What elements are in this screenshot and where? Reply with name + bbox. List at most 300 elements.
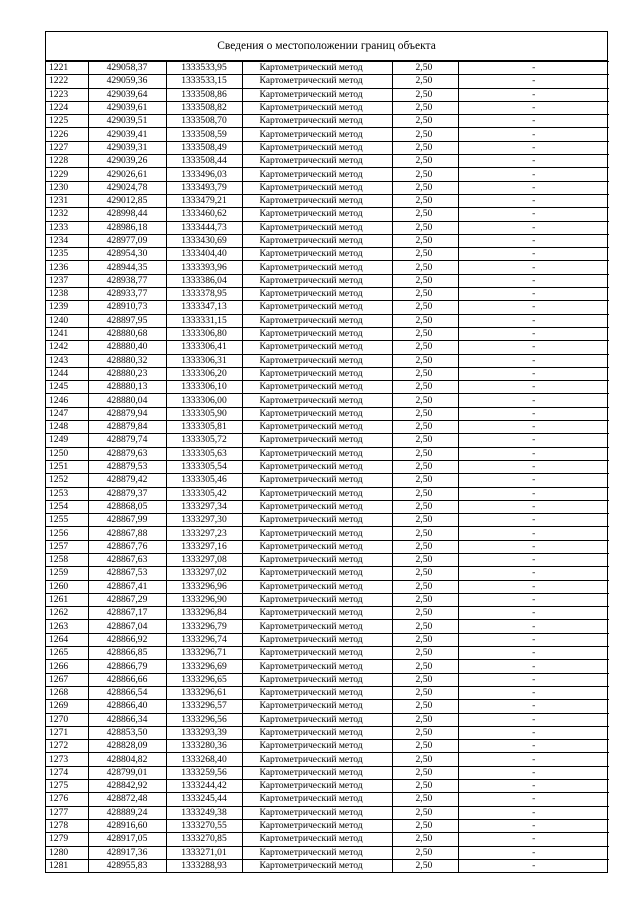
accuracy-cell: 2,50 xyxy=(392,620,458,633)
description-cell: - xyxy=(458,819,609,832)
description-cell: - xyxy=(458,780,609,793)
point-number-cell: 1244 xyxy=(46,367,88,380)
accuracy-cell: 2,50 xyxy=(392,740,458,753)
method-cell: Картометрический метод xyxy=(242,381,392,394)
accuracy-cell: 2,50 xyxy=(392,500,458,513)
accuracy-cell: 2,50 xyxy=(392,753,458,766)
y-coordinate-cell: 1333306,10 xyxy=(166,381,242,394)
accuracy-cell: 2,50 xyxy=(392,553,458,566)
y-coordinate-cell: 1333305,42 xyxy=(166,487,242,500)
x-coordinate-cell: 429024,78 xyxy=(88,181,166,194)
description-cell: - xyxy=(458,500,609,513)
table-row xyxy=(46,367,609,380)
point-number-cell: 1266 xyxy=(46,660,88,673)
point-number-cell: 1231 xyxy=(46,194,88,207)
x-coordinate-cell: 428867,04 xyxy=(88,620,166,633)
method-cell: Картометрический метод xyxy=(242,527,392,540)
x-coordinate-cell: 428879,42 xyxy=(88,474,166,487)
table-row xyxy=(46,447,609,460)
method-cell: Картометрический метод xyxy=(242,740,392,753)
y-coordinate-cell: 1333280,36 xyxy=(166,740,242,753)
method-cell: Картометрический метод xyxy=(242,194,392,207)
accuracy-cell: 2,50 xyxy=(392,833,458,846)
description-cell: - xyxy=(458,394,609,407)
method-cell: Картометрический метод xyxy=(242,168,392,181)
accuracy-cell: 2,50 xyxy=(392,288,458,301)
table-row xyxy=(46,421,609,434)
y-coordinate-cell: 1333306,31 xyxy=(166,354,242,367)
y-coordinate-cell: 1333305,72 xyxy=(166,434,242,447)
description-cell: - xyxy=(458,221,609,234)
y-coordinate-cell: 1333306,41 xyxy=(166,341,242,354)
method-cell: Картометрический метод xyxy=(242,540,392,553)
y-coordinate-cell: 1333508,59 xyxy=(166,128,242,141)
table-row xyxy=(46,833,609,846)
x-coordinate-cell: 428889,24 xyxy=(88,806,166,819)
x-coordinate-cell: 428954,30 xyxy=(88,248,166,261)
x-coordinate-cell: 428879,63 xyxy=(88,447,166,460)
method-cell: Картометрический метод xyxy=(242,115,392,128)
y-coordinate-cell: 1333430,69 xyxy=(166,234,242,247)
point-number-cell: 1234 xyxy=(46,234,88,247)
accuracy-cell: 2,50 xyxy=(392,248,458,261)
point-number-cell: 1224 xyxy=(46,101,88,114)
y-coordinate-cell: 1333297,16 xyxy=(166,540,242,553)
method-cell: Картометрический метод xyxy=(242,514,392,527)
method-cell: Картометрический метод xyxy=(242,567,392,580)
x-coordinate-cell: 428828,09 xyxy=(88,740,166,753)
table-row xyxy=(46,168,609,181)
method-cell: Картометрический метод xyxy=(242,753,392,766)
table-row xyxy=(46,806,609,819)
method-cell: Картометрический метод xyxy=(242,620,392,633)
accuracy-cell: 2,50 xyxy=(392,421,458,434)
description-cell: - xyxy=(458,301,609,314)
method-cell: Картометрический метод xyxy=(242,647,392,660)
description-cell: - xyxy=(458,686,609,699)
description-cell: - xyxy=(458,833,609,846)
point-number-cell: 1275 xyxy=(46,780,88,793)
point-number-cell: 1262 xyxy=(46,607,88,620)
x-coordinate-cell: 429059,36 xyxy=(88,75,166,88)
point-number-cell: 1253 xyxy=(46,487,88,500)
method-cell: Картометрический метод xyxy=(242,859,392,872)
x-coordinate-cell: 428880,13 xyxy=(88,381,166,394)
accuracy-cell: 2,50 xyxy=(392,88,458,101)
table-row xyxy=(46,527,609,540)
description-cell: - xyxy=(458,314,609,327)
description-cell: - xyxy=(458,274,609,287)
method-cell: Картометрический метод xyxy=(242,434,392,447)
x-coordinate-cell: 429058,37 xyxy=(88,62,166,75)
table-row xyxy=(46,700,609,713)
description-cell: - xyxy=(458,647,609,660)
description-cell: - xyxy=(458,740,609,753)
accuracy-cell: 2,50 xyxy=(392,194,458,207)
accuracy-cell: 2,50 xyxy=(392,234,458,247)
point-number-cell: 1227 xyxy=(46,141,88,154)
description-cell: - xyxy=(458,700,609,713)
x-coordinate-cell: 429012,85 xyxy=(88,194,166,207)
y-coordinate-cell: 1333296,69 xyxy=(166,660,242,673)
point-number-cell: 1278 xyxy=(46,819,88,832)
table-row xyxy=(46,208,609,221)
description-cell: - xyxy=(458,248,609,261)
point-number-cell: 1239 xyxy=(46,301,88,314)
accuracy-cell: 2,50 xyxy=(392,128,458,141)
x-coordinate-cell: 429039,26 xyxy=(88,155,166,168)
x-coordinate-cell: 428867,88 xyxy=(88,527,166,540)
accuracy-cell: 2,50 xyxy=(392,181,458,194)
y-coordinate-cell: 1333244,42 xyxy=(166,780,242,793)
x-coordinate-cell: 428880,04 xyxy=(88,394,166,407)
description-cell: - xyxy=(458,88,609,101)
method-cell: Картометрический метод xyxy=(242,62,392,75)
y-coordinate-cell: 1333347,13 xyxy=(166,301,242,314)
x-coordinate-cell: 428977,09 xyxy=(88,234,166,247)
method-cell: Картометрический метод xyxy=(242,726,392,739)
point-number-cell: 1230 xyxy=(46,181,88,194)
accuracy-cell: 2,50 xyxy=(392,567,458,580)
y-coordinate-cell: 1333306,80 xyxy=(166,327,242,340)
description-cell: - xyxy=(458,354,609,367)
x-coordinate-cell: 428879,94 xyxy=(88,407,166,420)
method-cell: Картометрический метод xyxy=(242,553,392,566)
method-cell: Картометрический метод xyxy=(242,460,392,473)
description-cell: - xyxy=(458,859,609,872)
table-row xyxy=(46,261,609,274)
point-number-cell: 1241 xyxy=(46,327,88,340)
description-cell: - xyxy=(458,713,609,726)
description-cell: - xyxy=(458,846,609,859)
description-cell: - xyxy=(458,341,609,354)
point-number-cell: 1264 xyxy=(46,633,88,646)
method-cell: Картометрический метод xyxy=(242,780,392,793)
method-cell: Картометрический метод xyxy=(242,447,392,460)
table-row xyxy=(46,381,609,394)
table-row xyxy=(46,620,609,633)
method-cell: Картометрический метод xyxy=(242,341,392,354)
method-cell: Картометрический метод xyxy=(242,806,392,819)
accuracy-cell: 2,50 xyxy=(392,527,458,540)
accuracy-cell: 2,50 xyxy=(392,514,458,527)
table-row xyxy=(46,62,609,75)
table-row xyxy=(46,726,609,739)
point-number-cell: 1235 xyxy=(46,248,88,261)
x-coordinate-cell: 428933,77 xyxy=(88,288,166,301)
x-coordinate-cell: 429039,31 xyxy=(88,141,166,154)
accuracy-cell: 2,50 xyxy=(392,726,458,739)
method-cell: Картометрический метод xyxy=(242,128,392,141)
accuracy-cell: 2,50 xyxy=(392,354,458,367)
table-row xyxy=(46,327,609,340)
y-coordinate-cell: 1333533,15 xyxy=(166,75,242,88)
method-cell: Картометрический метод xyxy=(242,474,392,487)
x-coordinate-cell: 428998,44 xyxy=(88,208,166,221)
accuracy-cell: 2,50 xyxy=(392,819,458,832)
y-coordinate-cell: 1333259,56 xyxy=(166,766,242,779)
x-coordinate-cell: 429039,64 xyxy=(88,88,166,101)
x-coordinate-cell: 428986,18 xyxy=(88,221,166,234)
table-row xyxy=(46,553,609,566)
x-coordinate-cell: 428866,66 xyxy=(88,673,166,686)
point-number-cell: 1236 xyxy=(46,261,88,274)
method-cell: Картометрический метод xyxy=(242,580,392,593)
description-cell: - xyxy=(458,487,609,500)
y-coordinate-cell: 1333296,90 xyxy=(166,593,242,606)
point-number-cell: 1251 xyxy=(46,460,88,473)
y-coordinate-cell: 1333493,79 xyxy=(166,181,242,194)
method-cell: Картометрический метод xyxy=(242,846,392,859)
table-row xyxy=(46,88,609,101)
point-number-cell: 1238 xyxy=(46,288,88,301)
method-cell: Картометрический метод xyxy=(242,75,392,88)
point-number-cell: 1248 xyxy=(46,421,88,434)
accuracy-cell: 2,50 xyxy=(392,806,458,819)
point-number-cell: 1258 xyxy=(46,553,88,566)
y-coordinate-cell: 1333444,73 xyxy=(166,221,242,234)
accuracy-cell: 2,50 xyxy=(392,686,458,699)
table-row xyxy=(46,740,609,753)
point-number-cell: 1280 xyxy=(46,846,88,859)
method-cell: Картометрический метод xyxy=(242,407,392,420)
method-cell: Картометрический метод xyxy=(242,421,392,434)
boundary-data-sheet xyxy=(45,31,608,873)
table-row xyxy=(46,194,609,207)
accuracy-cell: 2,50 xyxy=(392,793,458,806)
x-coordinate-cell: 428866,92 xyxy=(88,633,166,646)
accuracy-cell: 2,50 xyxy=(392,208,458,221)
method-cell: Картометрический метод xyxy=(242,686,392,699)
description-cell: - xyxy=(458,367,609,380)
x-coordinate-cell: 429026,61 xyxy=(88,168,166,181)
method-cell: Картометрический метод xyxy=(242,487,392,500)
y-coordinate-cell: 1333296,56 xyxy=(166,713,242,726)
method-cell: Картометрический метод xyxy=(242,314,392,327)
point-number-cell: 1263 xyxy=(46,620,88,633)
x-coordinate-cell: 428917,36 xyxy=(88,846,166,859)
table-row xyxy=(46,500,609,513)
point-number-cell: 1273 xyxy=(46,753,88,766)
method-cell: Картометрический метод xyxy=(242,607,392,620)
description-cell: - xyxy=(458,381,609,394)
accuracy-cell: 2,50 xyxy=(392,647,458,660)
x-coordinate-cell: 428867,17 xyxy=(88,607,166,620)
x-coordinate-cell: 429039,41 xyxy=(88,128,166,141)
method-cell: Картометрический метод xyxy=(242,354,392,367)
description-cell: - xyxy=(458,128,609,141)
x-coordinate-cell: 428872,48 xyxy=(88,793,166,806)
description-cell: - xyxy=(458,793,609,806)
y-coordinate-cell: 1333270,85 xyxy=(166,833,242,846)
accuracy-cell: 2,50 xyxy=(392,115,458,128)
table-row xyxy=(46,221,609,234)
table-row xyxy=(46,394,609,407)
x-coordinate-cell: 428853,50 xyxy=(88,726,166,739)
table-row xyxy=(46,593,609,606)
table-row xyxy=(46,686,609,699)
point-number-cell: 1272 xyxy=(46,740,88,753)
table-row xyxy=(46,128,609,141)
y-coordinate-cell: 1333293,39 xyxy=(166,726,242,739)
point-number-cell: 1279 xyxy=(46,833,88,846)
y-coordinate-cell: 1333296,74 xyxy=(166,633,242,646)
method-cell: Картометрический метод xyxy=(242,394,392,407)
accuracy-cell: 2,50 xyxy=(392,434,458,447)
description-cell: - xyxy=(458,660,609,673)
accuracy-cell: 2,50 xyxy=(392,274,458,287)
point-number-cell: 1243 xyxy=(46,354,88,367)
accuracy-cell: 2,50 xyxy=(392,633,458,646)
x-coordinate-cell: 428879,74 xyxy=(88,434,166,447)
accuracy-cell: 2,50 xyxy=(392,780,458,793)
accuracy-cell: 2,50 xyxy=(392,460,458,473)
table-row xyxy=(46,460,609,473)
accuracy-cell: 2,50 xyxy=(392,846,458,859)
table-row xyxy=(46,248,609,261)
x-coordinate-cell: 429039,51 xyxy=(88,115,166,128)
table-row xyxy=(46,567,609,580)
point-number-cell: 1221 xyxy=(46,62,88,75)
point-number-cell: 1254 xyxy=(46,500,88,513)
table-row xyxy=(46,474,609,487)
table-row xyxy=(46,673,609,686)
x-coordinate-cell: 428866,85 xyxy=(88,647,166,660)
accuracy-cell: 2,50 xyxy=(392,593,458,606)
accuracy-cell: 2,50 xyxy=(392,168,458,181)
table-row xyxy=(46,354,609,367)
point-number-cell: 1281 xyxy=(46,859,88,872)
y-coordinate-cell: 1333508,82 xyxy=(166,101,242,114)
y-coordinate-cell: 1333288,93 xyxy=(166,859,242,872)
point-number-cell: 1242 xyxy=(46,341,88,354)
accuracy-cell: 2,50 xyxy=(392,474,458,487)
table-row xyxy=(46,155,609,168)
accuracy-cell: 2,50 xyxy=(392,859,458,872)
y-coordinate-cell: 1333378,95 xyxy=(166,288,242,301)
x-coordinate-cell: 428867,41 xyxy=(88,580,166,593)
point-number-cell: 1229 xyxy=(46,168,88,181)
y-coordinate-cell: 1333296,84 xyxy=(166,607,242,620)
method-cell: Картометрический метод xyxy=(242,673,392,686)
accuracy-cell: 2,50 xyxy=(392,394,458,407)
y-coordinate-cell: 1333306,00 xyxy=(166,394,242,407)
point-number-cell: 1265 xyxy=(46,647,88,660)
x-coordinate-cell: 428867,53 xyxy=(88,567,166,580)
y-coordinate-cell: 1333270,55 xyxy=(166,819,242,832)
point-number-cell: 1250 xyxy=(46,447,88,460)
y-coordinate-cell: 1333331,15 xyxy=(166,314,242,327)
description-cell: - xyxy=(458,115,609,128)
table-title: Сведения о местоположении границ объекта xyxy=(46,32,607,61)
x-coordinate-cell: 428879,84 xyxy=(88,421,166,434)
accuracy-cell: 2,50 xyxy=(392,314,458,327)
table-row xyxy=(46,234,609,247)
accuracy-cell: 2,50 xyxy=(392,447,458,460)
y-coordinate-cell: 1333508,70 xyxy=(166,115,242,128)
accuracy-cell: 2,50 xyxy=(392,75,458,88)
accuracy-cell: 2,50 xyxy=(392,155,458,168)
table-row xyxy=(46,101,609,114)
accuracy-cell: 2,50 xyxy=(392,101,458,114)
x-coordinate-cell: 428866,79 xyxy=(88,660,166,673)
point-number-cell: 1257 xyxy=(46,540,88,553)
table-row xyxy=(46,660,609,673)
description-cell: - xyxy=(458,726,609,739)
x-coordinate-cell: 428867,99 xyxy=(88,514,166,527)
table-row xyxy=(46,341,609,354)
y-coordinate-cell: 1333297,08 xyxy=(166,553,242,566)
x-coordinate-cell: 428867,63 xyxy=(88,553,166,566)
description-cell: - xyxy=(458,261,609,274)
x-coordinate-cell: 428804,82 xyxy=(88,753,166,766)
accuracy-cell: 2,50 xyxy=(392,487,458,500)
table-row xyxy=(46,819,609,832)
accuracy-cell: 2,50 xyxy=(392,673,458,686)
x-coordinate-cell: 428867,76 xyxy=(88,540,166,553)
y-coordinate-cell: 1333533,95 xyxy=(166,62,242,75)
method-cell: Картометрический метод xyxy=(242,101,392,114)
x-coordinate-cell: 428879,37 xyxy=(88,487,166,500)
coordinates-table xyxy=(46,61,609,872)
table-row xyxy=(46,288,609,301)
accuracy-cell: 2,50 xyxy=(392,700,458,713)
description-cell: - xyxy=(458,553,609,566)
description-cell: - xyxy=(458,181,609,194)
x-coordinate-cell: 429039,61 xyxy=(88,101,166,114)
description-cell: - xyxy=(458,514,609,527)
table-row xyxy=(46,793,609,806)
y-coordinate-cell: 1333296,65 xyxy=(166,673,242,686)
table-row xyxy=(46,181,609,194)
point-number-cell: 1271 xyxy=(46,726,88,739)
point-number-cell: 1240 xyxy=(46,314,88,327)
table-row xyxy=(46,766,609,779)
y-coordinate-cell: 1333306,20 xyxy=(166,367,242,380)
point-number-cell: 1232 xyxy=(46,208,88,221)
point-number-cell: 1268 xyxy=(46,686,88,699)
y-coordinate-cell: 1333305,63 xyxy=(166,447,242,460)
description-cell: - xyxy=(458,806,609,819)
y-coordinate-cell: 1333496,03 xyxy=(166,168,242,181)
accuracy-cell: 2,50 xyxy=(392,766,458,779)
method-cell: Картометрический метод xyxy=(242,660,392,673)
table-row xyxy=(46,274,609,287)
accuracy-cell: 2,50 xyxy=(392,381,458,394)
x-coordinate-cell: 428867,29 xyxy=(88,593,166,606)
x-coordinate-cell: 428842,92 xyxy=(88,780,166,793)
y-coordinate-cell: 1333305,81 xyxy=(166,421,242,434)
x-coordinate-cell: 428955,83 xyxy=(88,859,166,872)
x-coordinate-cell: 428866,54 xyxy=(88,686,166,699)
y-coordinate-cell: 1333305,46 xyxy=(166,474,242,487)
description-cell: - xyxy=(458,633,609,646)
method-cell: Картометрический метод xyxy=(242,274,392,287)
x-coordinate-cell: 428799,01 xyxy=(88,766,166,779)
point-number-cell: 1276 xyxy=(46,793,88,806)
y-coordinate-cell: 1333393,96 xyxy=(166,261,242,274)
x-coordinate-cell: 428916,60 xyxy=(88,819,166,832)
description-cell: - xyxy=(458,753,609,766)
point-number-cell: 1274 xyxy=(46,766,88,779)
y-coordinate-cell: 1333296,71 xyxy=(166,647,242,660)
method-cell: Картометрический метод xyxy=(242,367,392,380)
table-row xyxy=(46,314,609,327)
description-cell: - xyxy=(458,447,609,460)
x-coordinate-cell: 428917,05 xyxy=(88,833,166,846)
table-row xyxy=(46,141,609,154)
point-number-cell: 1223 xyxy=(46,88,88,101)
